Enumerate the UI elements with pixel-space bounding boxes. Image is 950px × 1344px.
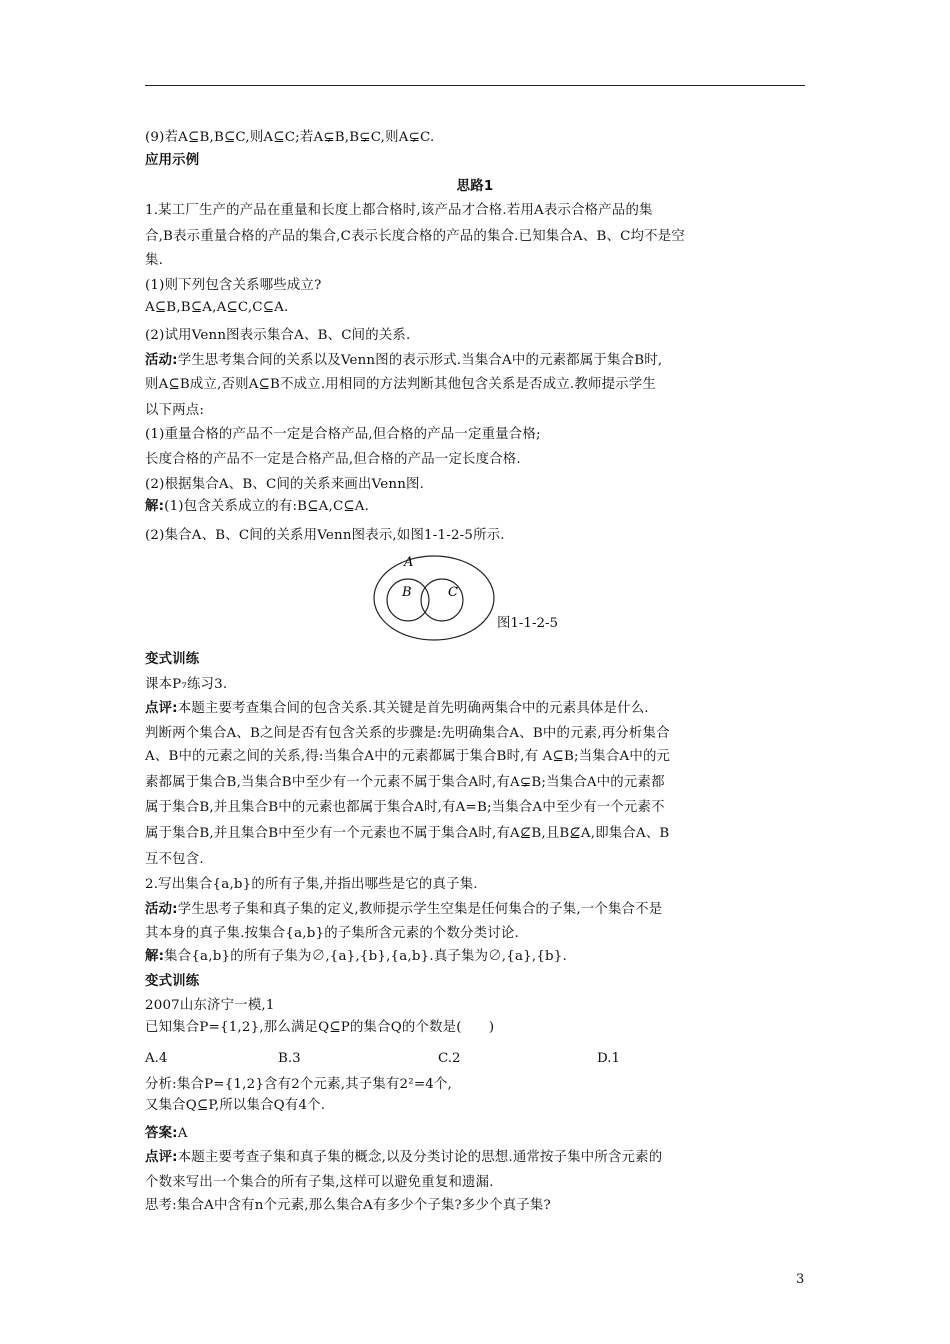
comment-2-text: 本题主要考查子集和真子集的概念,以及分类讨论的思想.通常按子集中所含元素的 bbox=[177, 1150, 663, 1165]
textbook-reference: 课本P₇练习3. bbox=[145, 677, 228, 692]
activity-1-point-1: (1)重量合格的产品不一定是合格产品,但合格的产品一定重量合格; bbox=[145, 427, 541, 442]
option-b: B.3 bbox=[278, 1051, 301, 1066]
solution-1-text: (1)包含关系成立的有:B⊆A,C⊆A. bbox=[164, 499, 370, 514]
problem-1-question-1: (1)则下列包含关系哪些成立? bbox=[145, 278, 322, 293]
solution-2-text: 集合{a,b}的所有子集为∅,{a},{b},{a,b}.真子集为∅,{a},{b}. bbox=[164, 949, 567, 964]
option-a: A.4 bbox=[145, 1051, 168, 1066]
problem-1-relations: A⊆B,B⊆A,A⊆C,C⊆A. bbox=[145, 300, 289, 315]
problem-2: 2.写出集合{a,b}的所有子集,并指出哪些是它的真子集. bbox=[145, 877, 478, 892]
comment-2-line-2: 个数来写出一个集合的所有子集,这样可以避免重复和遗漏. bbox=[145, 1175, 494, 1190]
comment-1-line-4: 素都属于集合B,当集合B中至少有一个元素不属于集合A时,有A⊊B;当集合A中的元素都 bbox=[145, 775, 665, 790]
variant-training-heading-2: 变式训练 bbox=[145, 974, 200, 989]
activity-1-point-2: (2)根据集合A、B、C间的关系来画出Venn图. bbox=[145, 477, 425, 492]
activity-2-line-2: 其本身的真子集.按集合{a,b}的子集所含元素的个数分类讨论. bbox=[145, 926, 519, 941]
problem-1-line-3: 集. bbox=[145, 253, 164, 268]
set-b-label: B bbox=[402, 585, 412, 600]
activity-2-text: 学生思考子集和真子集的定义,教师提示学生空集是任何集合的子集,一个集合不是 bbox=[177, 902, 663, 917]
activity-1-line-2: 则A⊆B成立,否则A⊆B不成立.用相同的方法判断其他包含关系是否成立.教师提示学生 bbox=[145, 377, 656, 392]
venn-diagram bbox=[370, 552, 500, 644]
comment-1-line-2: 判断两个集合A、B之间是否有包含关系的步骤是:先明确集合A、B中的元素,再分析集合 bbox=[145, 726, 670, 741]
activity-1-point-1b: 长度合格的产品不一定是合格产品,但合格的产品一定长度合格. bbox=[145, 452, 521, 467]
figure-caption: 图1-1-2-5 bbox=[497, 616, 559, 631]
comment-1-line-5: 属于集合B,并且集合B中的元素也都属于集合A时,有A=B;当集合A中至少有一个元素不 bbox=[145, 800, 665, 815]
set-a-label: A bbox=[404, 555, 414, 570]
variant-training-heading-1: 变式训练 bbox=[145, 652, 200, 667]
problem-1-line-1: 1.某工厂生产的产品在重量和长度上都合格时,该产品才合格.若用A表示合格产品的集 bbox=[145, 203, 653, 218]
think-question: 思考:集合A中含有n个元素,那么集合A有多少个子集?多少个真子集? bbox=[145, 1198, 551, 1213]
comment-1-line-6: 属于集合B,并且集合B中至少有一个元素也不属于集合A时,有A⊈B,且B⊈A,即集合A、B bbox=[145, 826, 670, 841]
answer-line bbox=[145, 1124, 805, 1144]
analysis-line-1: 分析:集合P={1,2}含有2个元素,其子集有2²=4个, bbox=[145, 1077, 453, 1092]
activity-2-line-1 bbox=[145, 900, 805, 920]
activity-1-line-3: 以下两点: bbox=[145, 403, 205, 418]
subheading-approach-1: 思路1 bbox=[456, 179, 494, 194]
solution-1-line-2: (2)集合A、B、C间的关系用Venn图表示,如图1-1-2-5所示. bbox=[145, 528, 505, 543]
solution-label: 解: bbox=[145, 949, 165, 964]
exam-source: 2007山东济宁一模,1 bbox=[145, 998, 275, 1013]
problem-1-line-2: 合,B表示重量合格的产品的集合,C表示长度合格的产品的集合.已知集合A、B、C均不是空 bbox=[145, 229, 685, 244]
header-rule bbox=[145, 85, 805, 86]
solution-label: 解: bbox=[145, 499, 165, 514]
comment-1-line-7: 互不包含. bbox=[145, 852, 204, 867]
activity-1-line-1 bbox=[145, 351, 805, 371]
comment-label: 点评: bbox=[145, 1150, 178, 1165]
property-9-line: (9)若A⊆B,B⊆C,则A⊆C;若A⊊B,B⊊C,则A⊊C. bbox=[145, 130, 435, 145]
comment-1-line-3: A、B中的元素之间的关系,得:当集合A中的元素都属于集合B时,有 A⊆B;当集合A中的元 bbox=[145, 749, 671, 764]
set-c-label: C bbox=[448, 585, 458, 600]
page-number: 3 bbox=[796, 1272, 805, 1287]
comment-label: 点评: bbox=[145, 701, 178, 716]
comment-1-text: 本题主要考查集合间的包含关系.其关键是首先明确两集合中的元素具体是什么. bbox=[177, 701, 649, 716]
comment-1-line-1 bbox=[145, 699, 805, 719]
option-c: C.2 bbox=[438, 1051, 461, 1066]
answer-label: 答案: bbox=[145, 1126, 178, 1141]
answer-value: A bbox=[177, 1126, 188, 1141]
activity-label: 活动: bbox=[145, 902, 178, 917]
problem-1-question-2: (2)试用Venn图表示集合A、B、C间的关系. bbox=[145, 328, 411, 343]
set-a-ellipse bbox=[374, 556, 494, 640]
option-d: D.1 bbox=[597, 1051, 621, 1066]
solution-2 bbox=[145, 947, 805, 967]
activity-label: 活动: bbox=[145, 353, 178, 368]
comment-2-line-1 bbox=[145, 1148, 805, 1168]
solution-1-line-1 bbox=[145, 497, 805, 517]
analysis-line-2: 又集合Q⊆P,所以集合Q有4个. bbox=[145, 1098, 326, 1113]
activity-1-text: 学生思考集合间的关系以及Venn图的表示形式.当集合A中的元素都属于集合B时, bbox=[177, 353, 663, 368]
mc-question: 已知集合P={1,2},那么满足Q⊆P的集合Q的个数是( ) bbox=[145, 1020, 495, 1035]
section-heading-examples: 应用示例 bbox=[145, 153, 200, 168]
